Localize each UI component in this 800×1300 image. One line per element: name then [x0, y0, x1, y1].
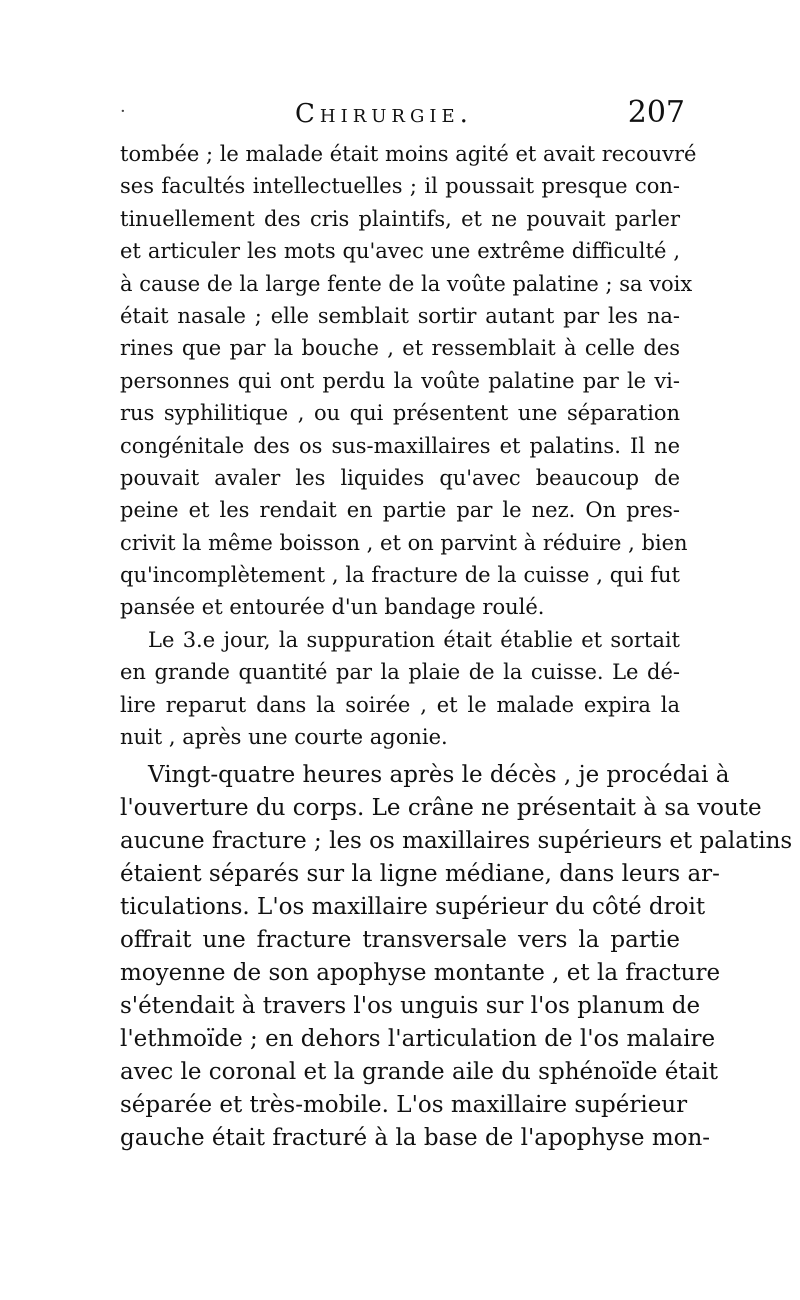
paragraph-1	[120, 138, 697, 624]
text-line: pansée et entourée d'un bandage roulé.	[120, 595, 545, 620]
text-line: étaient séparés sur la ligne médiane, dans leurs ar-	[120, 861, 720, 888]
text-line: l'ethmoïde ; en dehors l'articulation de l'os malaire	[120, 1026, 716, 1053]
text-line: moyenne de son apophyse montante , et la fracture	[120, 960, 721, 987]
text-line: gauche était fracturé à la base de l'apophyse mon-	[120, 1125, 711, 1152]
page-body	[120, 138, 793, 1155]
text-line: personnes qui ont perdu la voûte palatine par le vi-	[120, 368, 680, 393]
text-line: en grande quantité par la plaie de la cuisse. Le dé-	[120, 660, 680, 685]
text-line: tombée ; le malade était moins agité et avait recouvré	[120, 142, 697, 166]
text-line: avec le coronal et la grande aile du sphénoïde était	[120, 1059, 718, 1086]
paragraph-2	[120, 624, 680, 754]
text-line: séparée et très-mobile. L'os maxillaire supérieur	[120, 1092, 688, 1119]
text-line: à cause de la large fente de la voûte palatine ; sa voix	[120, 271, 693, 296]
text-line: était nasale ; elle semblait sortir autant par les na-	[120, 303, 680, 328]
running-header	[120, 95, 685, 139]
paragraph-3	[120, 759, 793, 1155]
text-line: offrait une fracture transversale vers la partie	[120, 927, 680, 954]
text-line: pouvait avaler les liquides qu'avec beaucoup de	[120, 465, 680, 490]
text-line: ses facultés intellectuelles ; il poussait presque con-	[120, 174, 680, 199]
text-line: Le 3.e jour, la suppuration était établie et sortait	[148, 627, 680, 652]
text-line: l'ouverture du corps. Le crâne ne présentait à sa voute	[120, 795, 762, 822]
running-title: Chirurgie.	[295, 99, 473, 129]
text-line: s'étendait à travers l'os unguis sur l'os planum de	[120, 993, 701, 1020]
header-mark: ·	[120, 101, 126, 122]
page-number: 207	[627, 95, 685, 130]
text-line: Vingt-quatre heures après le décès , je procédai à	[148, 762, 730, 789]
text-line: congénitale des os sus-maxillaires et palatins. Il ne	[120, 433, 680, 458]
text-line: ticulations. L'os maxillaire supérieur du côté droit	[120, 894, 706, 921]
text-line: nuit , après une courte agonie.	[120, 725, 448, 750]
text-line: lire reparut dans la soirée , et le malade expira la	[120, 692, 680, 717]
text-line: qu'incomplètement , la fracture de la cuisse , qui fut	[120, 563, 680, 588]
text-line: et articuler les mots qu'avec une extrême difficulté ,	[120, 239, 680, 264]
text-line: tinuellement des cris plaintifs, et ne pouvait parler	[120, 206, 680, 231]
text-line: crivit la même boisson , et on parvint à réduire , bien	[120, 530, 688, 555]
text-line: aucune fracture ; les os maxillaires supérieurs et palatins	[120, 828, 793, 855]
text-line: rines que par la bouche , et ressemblait à celle des	[120, 336, 680, 361]
text-line: rus syphilitique , ou qui présentent une séparation	[120, 401, 680, 426]
text-line: peine et les rendait en partie par le nez. On pres-	[120, 498, 680, 523]
